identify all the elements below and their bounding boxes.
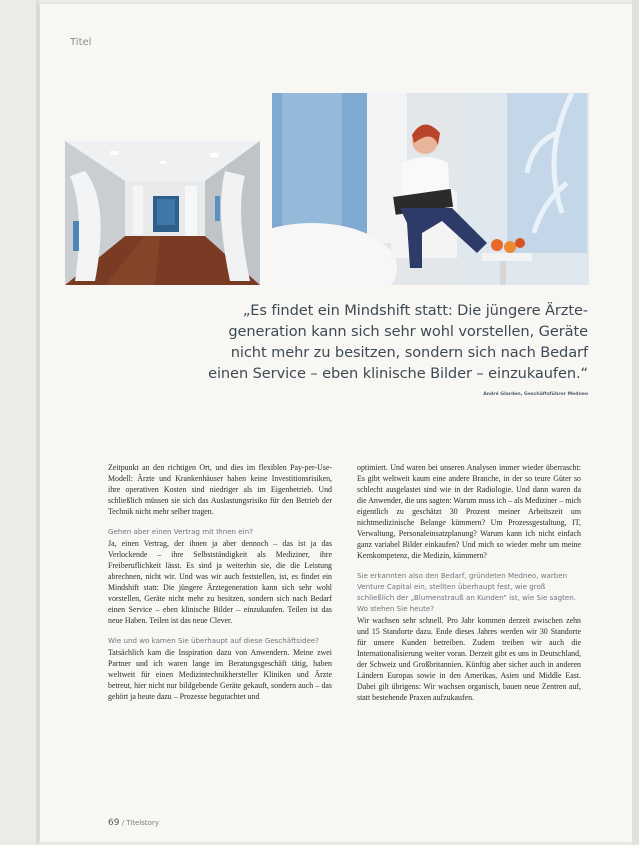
body-paragraph: Tatsächlich kam die Inspiration dazu von Anwendern. Meine zwei Partner und ich waren lange im Beratungsgeschäft tätig, haben weltweit für einen Medizintechnikhersteller Kliniken und Ärzte betreut, hier nicht nur bildgebende Geräte gekauft, sondern auch – das gehört ja heute dazu – Prozesse begutachtet und [108,648,332,701]
footer-section: Titelstory [126,819,159,827]
interview-question: Gehen aber einen Vertrag mit Ihnen ein? [108,527,253,536]
corridor-photo [65,141,260,285]
body-column-right [357,462,581,703]
pull-quote-line: „Es findet ein Mindshift statt: Die jüngere Ärzte- [242,302,588,319]
interview-question: Wie und wo kamen Sie überhaupt auf diese Geschäftsidee? [108,636,319,645]
pull-quote-line: nicht mehr zu besitzen, sondern sich nach Bedarf [230,344,588,361]
body-paragraph: Wir wachsen sehr schnell. Pro Jahr kommen derzeit zwischen zehn und 15 Standorte dazu. Ende dieses Jahres werden wir 30 Standorte für unsere Kunden betreiben. Zudem treiben wir auch die Internationalisierung weiter voran. Derzeit gibt es uns in Deutschland, der Schweiz und Großbritannien. Künftig aber sicher auch in anderen Ländern Europas sowie in den Amerikas, Asien und Middle East. Dabei gilt übrigens: Wir wachsen organisch, bauen neue Zentren auf, statt bestehende Praxen aufzukaufen. [357,616,581,702]
section-label: Titel [70,37,92,48]
body-paragraph: Zeitpunkt an den richtigen Ort, und dies im flexiblen Pay-per-Use-Modell: Ärzte und Krankenhäuser haben keine Investitionsrisiken, ihre operativen Kosten sind niedriger als im Eigenbetrieb. Und schließlich müssen sie sich das Auslastungsrisiko für den Betrieb der Technik nicht mehr selber tragen. [108,463,332,516]
body-paragraph: optimiert. Und waren bei unseren Analysen immer wieder überrascht: Es gibt weltweit kaum eine andere Branche, in der so teure Güter so schlecht ausgelastet sind wie in der Radiologie. Und dann waren da die Anwender, die uns sagten: Warum muss ich – als Mediziner – mich eigentlich zu geschätzt 30 Prozent meiner Arbeitszeit um nichtmedizinische Belange kümmern? Um Prozessgestaltung, IT, Verwaltung, Personaleinsatzplanung? Warum kann ich nicht einfach ganz variabel Bilder einkaufen? Und mich so wieder mehr um meine Kernkompetenz, die Medizin, kümmern? [357,463,581,560]
footer-separator: / [121,819,125,827]
pull-quote-line: generation kann sich sehr wohl vorstellen, Geräte [228,323,588,340]
lounge-photo [272,93,589,285]
body-paragraph: Ja, einen Vertrag, der ihnen ja aber dennoch – das ist ja das Verlockende – ihre Selbstständigkeit als Mediziner, ihre Freiberuflichkeit lässt. Es sind ja weiterhin sie, die die Leistung abrechnen, nicht wir. Und was wir auch feststellen, ist, es findet ein Mindshift statt: Die jüngere Ärztegeneration kann sich sehr wohl vorstellen, Geräte nicht mehr zu besitzen, sondern sich nach Bedarf einen Service – eben klinische Bilder – einzukaufen. Teilen ist das neue Haben. Teilen ist das neue Clever. [108,539,332,625]
page-number: 69 [108,818,120,828]
pull-quote-line: einen Service – eben klinische Bilder – einzukaufen.“ [208,365,588,382]
pull-quote [170,300,588,384]
background-edge [632,0,639,845]
quote-attribution: André Glarden, Geschäftsführer Medneo [483,392,588,397]
body-column-left [108,462,332,702]
interview-question: Sie erkannten also den Bedarf, gründeten Medneo, warben Venture Capital ein, stellten überhaupt fest, wie groß schließlich der „Blumenstrauß an Kunden“ ist, wie Sie sagten. Wo stehen Sie heute? [357,571,577,613]
page-footer [108,818,159,828]
